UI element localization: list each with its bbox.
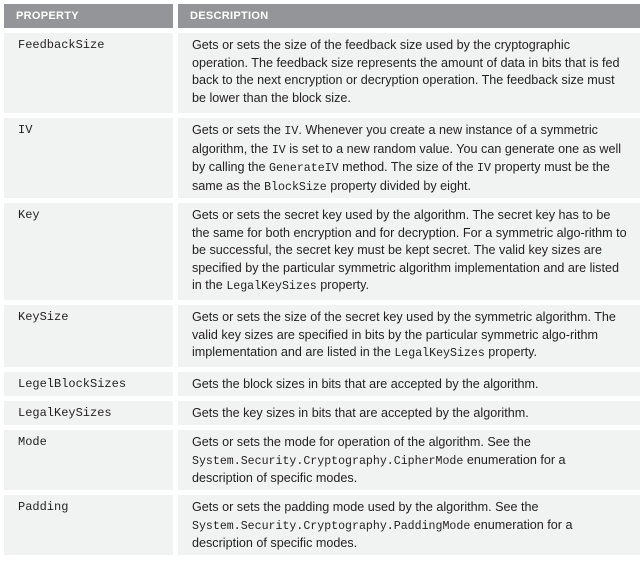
- table-body: [4, 33, 640, 555]
- description-text: enumeration for a description of specific modes.: [192, 452, 566, 486]
- description-text: Gets the key sizes in bits that are accepted by the algorithm.: [192, 406, 529, 420]
- description-text: property must be the same as the: [192, 160, 610, 193]
- property-name: LegelBlockSizes: [4, 372, 173, 396]
- property-description: [178, 33, 640, 113]
- header-description: DESCRIPTION: [178, 4, 640, 28]
- property-name: KeySize: [4, 305, 173, 367]
- property-name: IV: [4, 118, 173, 198]
- property-description: [178, 495, 640, 555]
- property-name: FeedbackSize: [4, 33, 173, 113]
- code-term: System.Security.Cryptography.PaddingMode: [192, 519, 471, 533]
- code-term: System.Security.Cryptography.CipherMode: [192, 454, 464, 468]
- description-text: property divided by eight.: [326, 178, 471, 193]
- description-text: Gets or sets the: [192, 123, 285, 137]
- property-description: [178, 401, 640, 425]
- table-row: [4, 495, 640, 555]
- property-name: Padding: [4, 495, 173, 555]
- description-text: . Whenever you create a new instance of a symmetric algorithm, the: [192, 123, 598, 156]
- property-table: [4, 4, 640, 555]
- description-text: is set to a new random value. You can generate one as well by calling the: [192, 141, 622, 175]
- table-row: [4, 401, 640, 425]
- table-row: [4, 118, 640, 198]
- description-text: property.: [484, 345, 538, 360]
- description-text: Gets or sets the size of the feedback size used by the cryptographic operation. The feedback size represents the amount of data in bits that is fed back to the next encryption or decryption operation. The feedback size must be lower than the block size.: [192, 38, 620, 105]
- property-description: [178, 203, 640, 300]
- property-description: [178, 118, 640, 198]
- table-row: [4, 203, 640, 300]
- code-term: LegalKeySizes: [226, 280, 317, 294]
- description-text: Gets or sets the padding mode used by the algorithm. See the: [192, 500, 539, 514]
- description-text: Gets or sets the mode for operation of the algorithm. See the: [192, 435, 531, 449]
- code-term: IV: [271, 143, 286, 157]
- header-property: PROPERTY: [4, 4, 173, 28]
- table-row: [4, 372, 640, 396]
- description-text: Gets or sets the size of the secret key used by the symmetric algorithm. The valid key sizes are specified in bits by the particular symmetric algo-rithm implementation and are listed in the: [192, 310, 616, 360]
- description-text: Gets or sets the secret key used by the algorithm. The secret key has to be the same for both encryption and for decryption. For a symmetric algo-rithm to be successful, the secret key must be kept secret. The valid key sizes are specified by the particular symmetric algorithm implementation and are listed in the: [192, 208, 627, 293]
- code-term: LegalKeySizes: [394, 347, 485, 361]
- description-text: Gets the block sizes in bits that are accepted by the algorithm.: [192, 377, 539, 391]
- description-text: method. The size of the: [338, 160, 477, 175]
- table-row: [4, 305, 640, 367]
- code-term: BlockSize: [264, 180, 327, 194]
- code-term: GenerateIV: [269, 162, 339, 176]
- property-name: Mode: [4, 430, 173, 490]
- description-text: property.: [316, 278, 370, 293]
- code-term: IV: [284, 125, 299, 138]
- description-text: enumeration for a description of specific modes.: [192, 517, 573, 551]
- property-name: LegalKeySizes: [4, 401, 173, 425]
- table-row: [4, 430, 640, 490]
- property-description: [178, 305, 640, 367]
- table-header: [4, 4, 640, 28]
- table-row: [4, 33, 640, 113]
- code-term: IV: [476, 162, 491, 176]
- property-description: [178, 430, 640, 490]
- property-description: [178, 372, 640, 396]
- property-name: Key: [4, 203, 173, 300]
